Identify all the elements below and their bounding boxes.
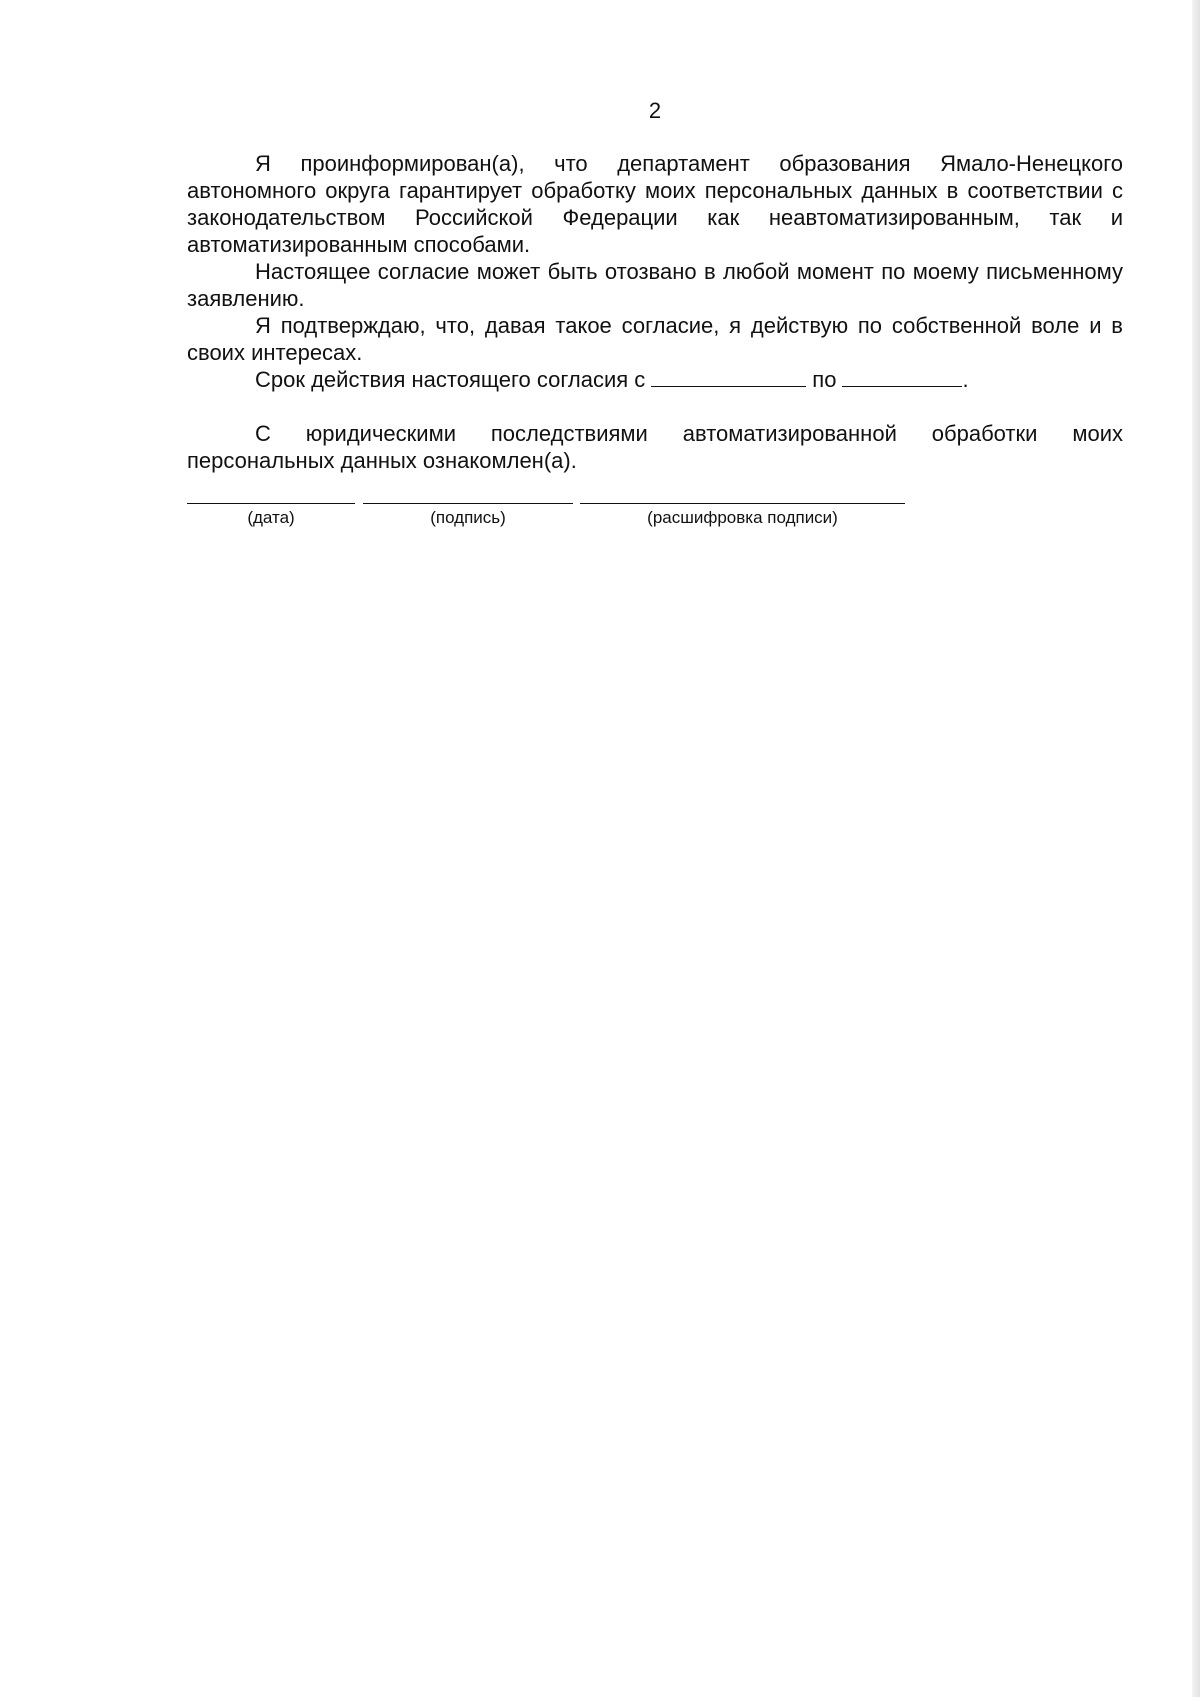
signature-decode-block <box>580 503 905 529</box>
signature-label: (подпись) <box>430 508 506 527</box>
date-signature-block <box>187 503 355 529</box>
validity-prefix: Срок действия настоящего согласия с <box>255 367 646 392</box>
signature-decode-label: (расшифровка подписи) <box>647 508 838 527</box>
paragraph-data-processing: Я проинформирован(а), что департамент образования Ямало-Ненецкого автономного округа гарантирует обработку моих персональных данных в соответствии с законодательством Российской Федерации как неавтоматизированным, так и автоматизированным способами. <box>187 151 1123 257</box>
date-line[interactable] <box>187 503 355 504</box>
paragraph-acknowledgment: С юридическими последствиями автоматизированной обработки моих персональных данных ознакомлен(а). <box>187 421 1123 473</box>
validity-start-date-field[interactable] <box>651 366 806 387</box>
signature-block <box>363 503 573 529</box>
validity-middle: по <box>812 367 837 392</box>
date-label: (дата) <box>247 508 295 527</box>
validity-suffix: . <box>962 367 969 392</box>
paragraph-revocation: Настоящее согласие может быть отозвано в любой момент по моему письменному заявлению. <box>187 259 1123 311</box>
paragraph-validity-period <box>187 366 1123 393</box>
paragraph-voluntary-consent: Я подтверждаю, что, давая такое согласие, я действую по собственной воле и в своих интересах. <box>187 313 1123 365</box>
signature-decode-line[interactable] <box>580 503 905 504</box>
signature-row <box>187 503 907 543</box>
page-number: 2 <box>648 98 662 123</box>
page-number-row <box>0 96 1200 126</box>
page-edge-shadow <box>1192 0 1200 1697</box>
consent-text-block <box>187 150 1123 474</box>
signature-line[interactable] <box>363 503 573 504</box>
validity-end-date-field[interactable] <box>842 366 962 387</box>
